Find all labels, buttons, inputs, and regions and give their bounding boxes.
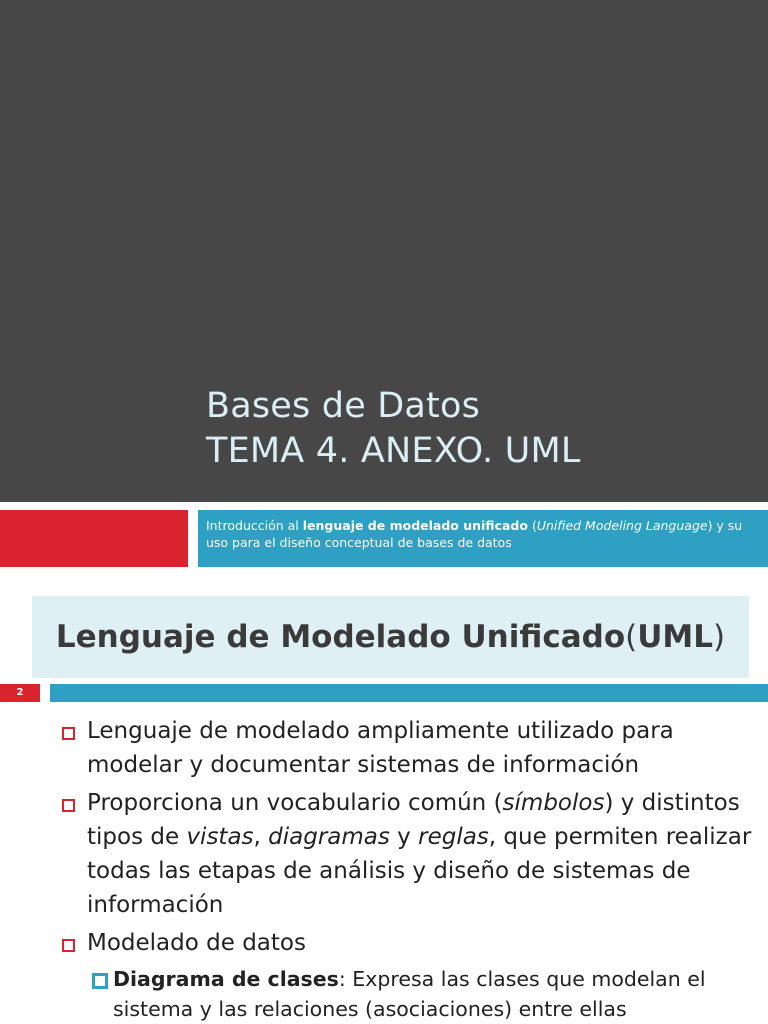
subtitle-text-2: (: [527, 518, 537, 533]
square-bullet-icon: [62, 799, 75, 812]
subtitle-italic: Unified Modeling Language: [536, 518, 708, 533]
title-line-2: TEMA 4. ANEXO. UML: [206, 431, 581, 471]
subtitle-text-1: Introducción al: [206, 518, 303, 533]
slide-title: [206, 384, 581, 474]
bullet-italic-diagrams: diagramas: [268, 824, 390, 850]
heading-main: Lenguaje de Modelado Unificado: [55, 619, 626, 655]
heading-acronym: UML: [637, 619, 714, 655]
sub-list-item: [60, 964, 760, 1024]
subtitle-band: [198, 510, 768, 567]
square-sub-bullet-icon: [92, 973, 108, 989]
slide-accent-bar: [50, 684, 768, 702]
content-slide: [0, 568, 768, 1024]
slide-heading: [32, 596, 749, 678]
title-line-1: Bases de Datos: [206, 386, 481, 426]
list-item: [60, 786, 760, 922]
bullet-text: Lenguaje de modelado ampliamente utilizado para modelar y documentar sistemas de información: [87, 718, 674, 778]
sub-bullet-bold: Diagrama de clases: [113, 967, 339, 991]
sub-bullet-text: : Expresa las clases que modelan el sistema y las relaciones (asociaciones) entre ellas: [113, 967, 706, 1021]
subtitle-text-3: ) y su uso para el diseño conceptual de bases de datos: [206, 518, 743, 550]
bullet-italic-views: vistas: [186, 824, 254, 850]
square-bullet-icon: [62, 727, 75, 740]
list-item: [60, 926, 760, 960]
bullet-text: , que permiten realizar todas las etapas de análisis y diseño de sistemas de información: [87, 824, 752, 918]
heading-paren-open: (: [625, 619, 638, 655]
bullet-list: [60, 714, 760, 1024]
red-accent-band: [0, 510, 188, 567]
heading-paren-close: ): [713, 619, 726, 655]
bullet-text: ,: [253, 824, 269, 850]
bullet-text: y: [389, 824, 419, 850]
square-bullet-icon: [62, 939, 75, 952]
bullet-text: Modelado de datos: [87, 930, 306, 956]
bullet-text: Proporciona un vocabulario común (: [87, 790, 503, 816]
bullet-italic-rules: reglas: [418, 824, 489, 850]
list-item: [60, 714, 760, 782]
subtitle-bold: lenguaje de modelado unificado: [302, 518, 528, 533]
bullet-italic-symbols: símbolos: [502, 790, 605, 816]
slide-number: 2: [0, 684, 40, 702]
bullet-text: ) y distintos tipos de: [87, 790, 740, 850]
